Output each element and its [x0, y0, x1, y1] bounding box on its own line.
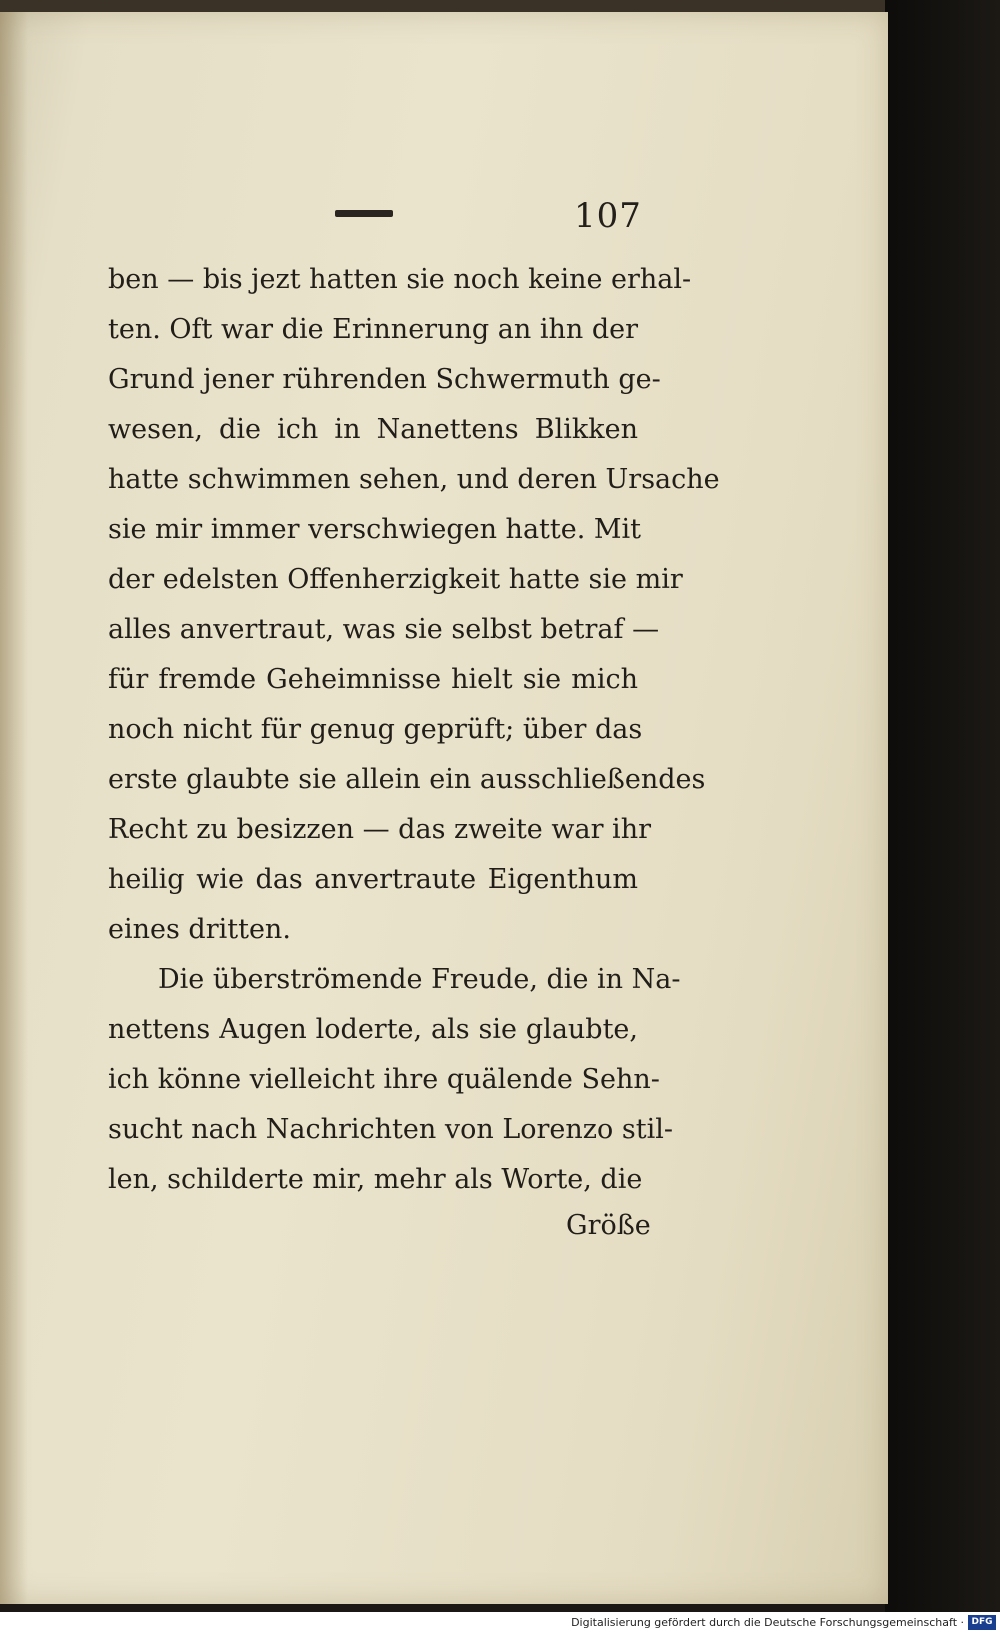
text-line: ten. Oft war die Erinnerung an ihn der — [108, 314, 638, 345]
catchword: Größe — [566, 1210, 651, 1241]
text-line: erste glaubte sie allein ein ausschließendes — [108, 764, 706, 795]
page-number: 107 — [574, 196, 642, 236]
text-line: nettens Augen loderte, als sie glaubte, — [108, 1014, 638, 1045]
header-rule — [335, 210, 393, 217]
body-text — [108, 255, 720, 1205]
text-line: wesen, die ich in Nanettens Blikken — [108, 414, 638, 445]
text-line: eines dritten. — [108, 914, 291, 945]
text-line: len, schilderte mir, mehr als Worte, die — [108, 1164, 643, 1195]
text-line: Grund jener rührenden Schwermuth ge- — [108, 364, 661, 395]
text-line: sie mir immer verschwiegen hatte. Mit — [108, 514, 642, 545]
text-line: Recht zu besizzen — das zweite war ihr — [108, 814, 651, 845]
text-line: heilig wie das anvertraute Eigenthum — [108, 864, 638, 895]
text-line: ben — bis jezt hatten sie noch keine erhal- — [108, 264, 692, 295]
text-line: Die überströmende Freude, die in Na- — [158, 964, 681, 995]
text-line: noch nicht für genug geprüft; über das — [108, 714, 643, 745]
text-line: der edelsten Offenherzigkeit hatte sie mir — [108, 564, 683, 595]
text-line: für fremde Geheimnisse hielt sie mich — [108, 664, 638, 695]
text-line: alles anvertraut, was sie selbst betraf — — [108, 614, 660, 645]
page-gutter-shade — [0, 12, 28, 1604]
text-line: hatte schwimmen sehen, und deren Ursache — [108, 464, 720, 495]
text-line: sucht nach Nachrichten von Lorenzo stil- — [108, 1114, 673, 1145]
scan-right-margin — [885, 0, 1000, 1612]
footer-credit: Digitalisierung gefördert durch die Deutsche Forschungsgemeinschaft · — [571, 1616, 964, 1629]
text-line: ich könne vielleicht ihre quälende Sehn- — [108, 1064, 660, 1095]
dfg-logo-icon: DFG — [968, 1615, 996, 1630]
